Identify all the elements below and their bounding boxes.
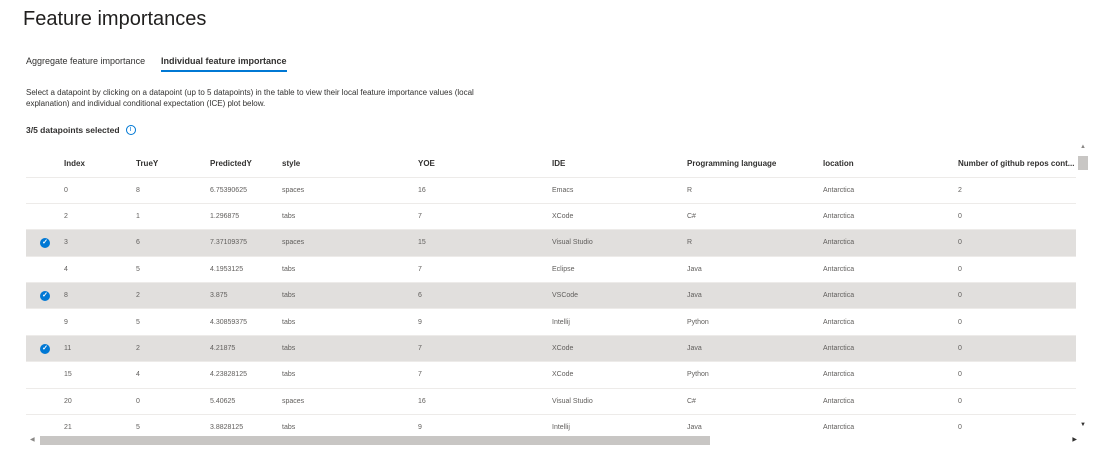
row-checkbox-cell[interactable] (26, 388, 64, 414)
horizontal-scroll-thumb[interactable] (40, 436, 710, 445)
table-cell: 9 (64, 309, 136, 335)
datapoints-table-container (26, 150, 1076, 432)
table-row[interactable] (26, 415, 1076, 432)
table-cell: 7 (418, 256, 552, 282)
table-cell: 4.23828125 (210, 362, 282, 388)
table-cell: 3 (64, 230, 136, 256)
row-checkbox-cell[interactable] (26, 256, 64, 282)
tab-label: Individual feature importance (161, 56, 287, 66)
table-cell: XCode (552, 203, 687, 229)
table-cell: Antarctica (823, 283, 958, 309)
check-circle-icon[interactable]: ✓ (40, 238, 50, 248)
page-title: Feature importances (23, 8, 207, 30)
column-header[interactable]: YOE (418, 158, 435, 168)
table-cell: Antarctica (823, 203, 958, 229)
chevron-left-icon[interactable]: ◀ (30, 437, 35, 443)
row-checkbox-cell[interactable] (26, 203, 64, 229)
table-cell: XCode (552, 335, 687, 361)
table-cell: 2 (136, 335, 210, 361)
table-cell: 0 (958, 256, 1076, 282)
table-cell: Antarctica (823, 230, 958, 256)
table-cell: Antarctica (823, 415, 958, 432)
table-cell: C# (687, 388, 823, 414)
row-checkbox-cell[interactable] (26, 362, 64, 388)
table-cell: VSCode (552, 283, 687, 309)
table-cell: 0 (958, 335, 1076, 361)
selection-count-label: 3/5 datapoints selected (26, 125, 120, 135)
table-cell: 6 (136, 230, 210, 256)
table-cell: 0 (958, 203, 1076, 229)
table-cell: Java (687, 256, 823, 282)
table-cell: Java (687, 335, 823, 361)
table-cell: tabs (282, 203, 418, 229)
column-header[interactable]: TrueY (136, 158, 159, 168)
vertical-scroll-thumb[interactable] (1078, 156, 1088, 170)
row-checkbox-cell[interactable] (26, 230, 64, 256)
table-cell: 2 (64, 203, 136, 229)
table-cell: 3.8828125 (210, 415, 282, 432)
table-row[interactable] (26, 177, 1076, 203)
table-cell: 7 (418, 335, 552, 361)
table-cell: Intellij (552, 415, 687, 432)
table-cell: Antarctica (823, 388, 958, 414)
table-cell: 4.30859375 (210, 309, 282, 335)
table-cell: 5 (136, 256, 210, 282)
table-cell: 6 (418, 283, 552, 309)
table-cell: spaces (282, 388, 418, 414)
table-cell: 5 (136, 415, 210, 432)
table-cell: Visual Studio (552, 388, 687, 414)
table-cell: R (687, 230, 823, 256)
table-cell: 3.875 (210, 283, 282, 309)
checkbox-column-header (26, 150, 64, 177)
table-cell: 0 (958, 388, 1076, 414)
table-cell: 4 (64, 256, 136, 282)
row-checkbox-cell[interactable] (26, 335, 64, 361)
check-circle-icon[interactable]: ✓ (40, 344, 50, 354)
table-cell: 8 (136, 177, 210, 203)
table-row[interactable] (26, 388, 1076, 414)
table-cell: 0 (958, 309, 1076, 335)
horizontal-scrollbar[interactable] (30, 434, 1077, 446)
table-cell: 9 (418, 415, 552, 432)
table-row[interactable] (26, 335, 1076, 361)
table-cell: 6.75390625 (210, 177, 282, 203)
table-cell: tabs (282, 362, 418, 388)
table-cell: 5.40625 (210, 388, 282, 414)
table-cell: 9 (418, 309, 552, 335)
table-cell: 1.296875 (210, 203, 282, 229)
table-cell: 4.1953125 (210, 256, 282, 282)
vertical-scrollbar[interactable] (1077, 144, 1089, 432)
table-cell: tabs (282, 256, 418, 282)
table-cell: 16 (418, 177, 552, 203)
column-header[interactable]: PredictedY (210, 158, 252, 168)
table-cell: tabs (282, 335, 418, 361)
table-row[interactable] (26, 256, 1076, 282)
table-cell: Antarctica (823, 177, 958, 203)
table-cell: 0 (136, 388, 210, 414)
table-header-row (26, 150, 1076, 177)
table-cell: Eclipse (552, 256, 687, 282)
table-cell: spaces (282, 177, 418, 203)
table-cell: Java (687, 415, 823, 432)
table-cell: Antarctica (823, 256, 958, 282)
table-cell: Java (687, 283, 823, 309)
table-cell: tabs (282, 309, 418, 335)
table-cell: Intellij (552, 309, 687, 335)
table-cell: 21 (64, 415, 136, 432)
table-cell: tabs (282, 415, 418, 432)
table-cell: R (687, 177, 823, 203)
column-header[interactable]: Number of github repos cont... (958, 158, 1075, 168)
column-header[interactable]: Index (64, 158, 85, 168)
table-cell: Antarctica (823, 362, 958, 388)
info-icon[interactable]: i (126, 125, 136, 135)
table-cell: 8 (64, 283, 136, 309)
table-row[interactable] (26, 309, 1076, 335)
table-cell: tabs (282, 283, 418, 309)
table-cell: 4 (136, 362, 210, 388)
table-cell: 15 (64, 362, 136, 388)
table-cell: 0 (958, 230, 1076, 256)
table-cell: Python (687, 309, 823, 335)
row-checkbox-cell[interactable] (26, 415, 64, 432)
table-row[interactable] (26, 203, 1076, 229)
table-cell: 7 (418, 362, 552, 388)
datapoints-table (26, 150, 1076, 432)
table-cell: 16 (418, 388, 552, 414)
check-circle-icon[interactable]: ✓ (40, 291, 50, 301)
row-checkbox-cell[interactable] (26, 177, 64, 203)
tab-label: Aggregate feature importance (26, 56, 146, 66)
column-header[interactable]: IDE (552, 158, 566, 168)
instructions-text: Select a datapoint by clicking on a datapoint (up to 5 datapoints) in the table to view their local feature importance values (local explanation) and individual conditional expectation (ICE) plot below. (26, 88, 474, 108)
table-cell: 2 (958, 177, 1076, 203)
selected-tab-indicator (161, 70, 287, 72)
table-cell: Antarctica (823, 335, 958, 361)
row-checkbox-cell[interactable] (26, 283, 64, 309)
table-cell: Visual Studio (552, 230, 687, 256)
table-row[interactable] (26, 362, 1076, 388)
table-cell: 2 (136, 283, 210, 309)
table-cell: spaces (282, 230, 418, 256)
table-cell: 20 (64, 388, 136, 414)
column-header[interactable]: Programming language (687, 158, 777, 168)
table-cell: 4.21875 (210, 335, 282, 361)
table-cell: Emacs (552, 177, 687, 203)
table-cell: XCode (552, 362, 687, 388)
table-cell: 11 (64, 335, 136, 361)
table-row[interactable] (26, 230, 1076, 256)
table-cell: Antarctica (823, 309, 958, 335)
table-cell: 0 (958, 283, 1076, 309)
table-cell: 0 (64, 177, 136, 203)
row-checkbox-cell[interactable] (26, 309, 64, 335)
table-cell: 15 (418, 230, 552, 256)
column-header[interactable]: style (282, 158, 301, 168)
chevron-up-icon[interactable]: ▲ (1080, 144, 1086, 150)
column-header[interactable]: location (823, 158, 854, 168)
table-cell: 7 (418, 203, 552, 229)
tab-aggregate-feature-importance[interactable] (26, 56, 145, 66)
chevron-down-icon[interactable]: ▼ (1080, 422, 1086, 428)
table-cell: 7.37109375 (210, 230, 282, 256)
chevron-right-icon[interactable]: ▶ (1072, 437, 1077, 443)
table-cell: C# (687, 203, 823, 229)
table-row[interactable] (26, 283, 1076, 309)
table-cell: 0 (958, 415, 1076, 432)
table-cell: 0 (958, 362, 1076, 388)
tab-individual-feature-importance[interactable] (161, 56, 287, 66)
table-cell: 1 (136, 203, 210, 229)
table-cell: Python (687, 362, 823, 388)
selection-status (26, 125, 136, 135)
table-body (26, 177, 1076, 432)
table-cell: 5 (136, 309, 210, 335)
